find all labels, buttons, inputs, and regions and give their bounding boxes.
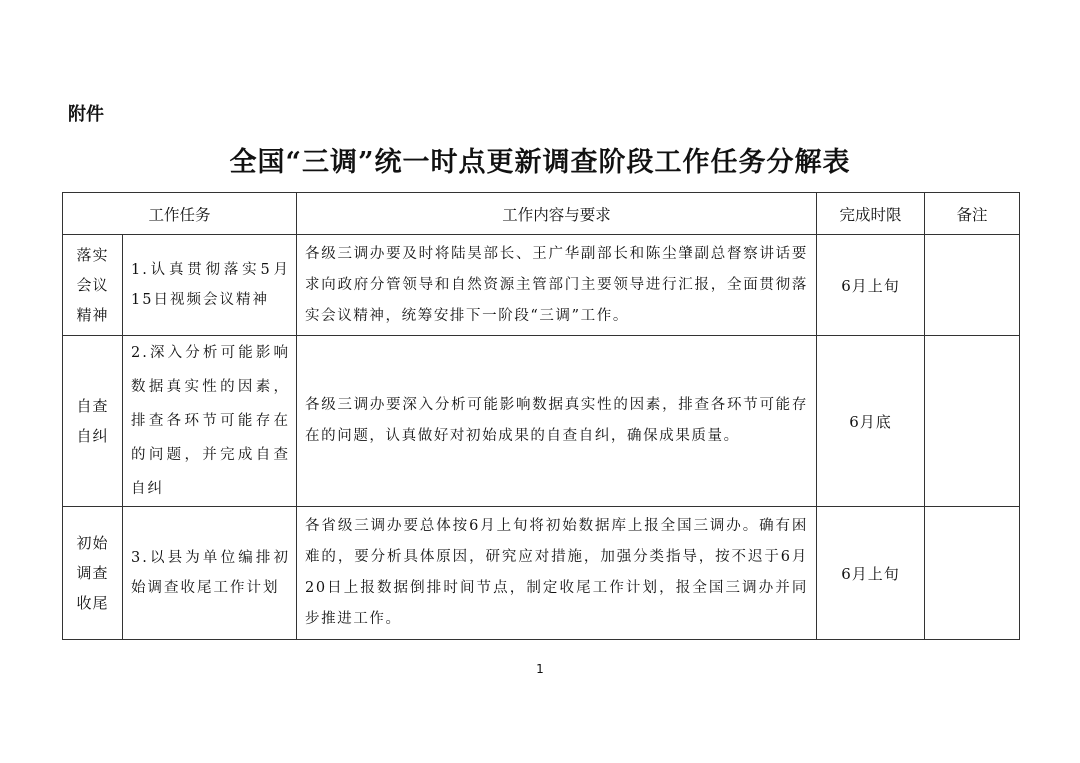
category-line: 调查 — [76, 564, 109, 582]
task-cell: 3.以县为单位编排初始调查收尾工作计划 — [123, 507, 297, 640]
category-line: 会议 — [76, 276, 109, 294]
header-deadline: 完成时限 — [817, 193, 925, 235]
category-line: 自查 — [76, 397, 109, 415]
content-cell: 各级三调办要深入分析可能影响数据真实性的因素，排查各环节可能存在的问题，认真做好对初始成果的自查自纠，确保成果质量。 — [297, 336, 817, 507]
deadline-cell: 6月上旬 — [817, 507, 925, 640]
task-cell: 2.深入分析可能影响数据真实性的因素，排查各环节可能存在的问题，并完成自查自纠 — [123, 336, 297, 507]
deadline-cell: 6月底 — [817, 336, 925, 507]
category-line: 自纠 — [76, 427, 109, 445]
page-number: 1 — [536, 662, 544, 676]
category-cell — [63, 336, 123, 507]
attachment-label: 附件 — [68, 104, 104, 125]
deadline-cell: 6月上旬 — [817, 235, 925, 336]
remark-cell — [925, 507, 1020, 640]
task-cell: 1.认真贯彻落实5月15日视频会议精神 — [123, 235, 297, 336]
header-remark: 备注 — [925, 193, 1020, 235]
remark-cell — [925, 336, 1020, 507]
content-cell: 各级三调办要及时将陆昊部长、王广华副部长和陈尘肇副总督察讲话要求向政府分管领导和自然资源主管部门主要领导进行汇报，全面贯彻落实会议精神，统筹安排下一阶段“三调”工作。 — [297, 235, 817, 336]
category-cell — [63, 235, 123, 336]
page-title: 全国“三调”统一时点更新调查阶段工作任务分解表 — [229, 147, 851, 178]
category-line: 初始 — [76, 534, 109, 552]
table-row — [63, 507, 1020, 640]
remark-cell — [925, 235, 1020, 336]
category-line: 精神 — [76, 306, 109, 324]
content-cell: 各省级三调办要总体按6月上旬将初始数据库上报全国三调办。确有困难的，要分析具体原因，研究应对措施，加强分类指导，按不迟于6月20日上报数据倒排时间节点，制定收尾工作计划，报全国三调办并同步推进工作。 — [297, 507, 817, 640]
category-cell — [63, 507, 123, 640]
task-breakdown-table — [62, 192, 1020, 640]
category-line: 落实 — [76, 246, 109, 264]
header-content: 工作内容与要求 — [297, 193, 817, 235]
table-row — [63, 235, 1020, 336]
table-header-row — [63, 193, 1020, 235]
header-task: 工作任务 — [63, 193, 297, 235]
category-line: 收尾 — [76, 594, 109, 612]
table-row — [63, 336, 1020, 507]
